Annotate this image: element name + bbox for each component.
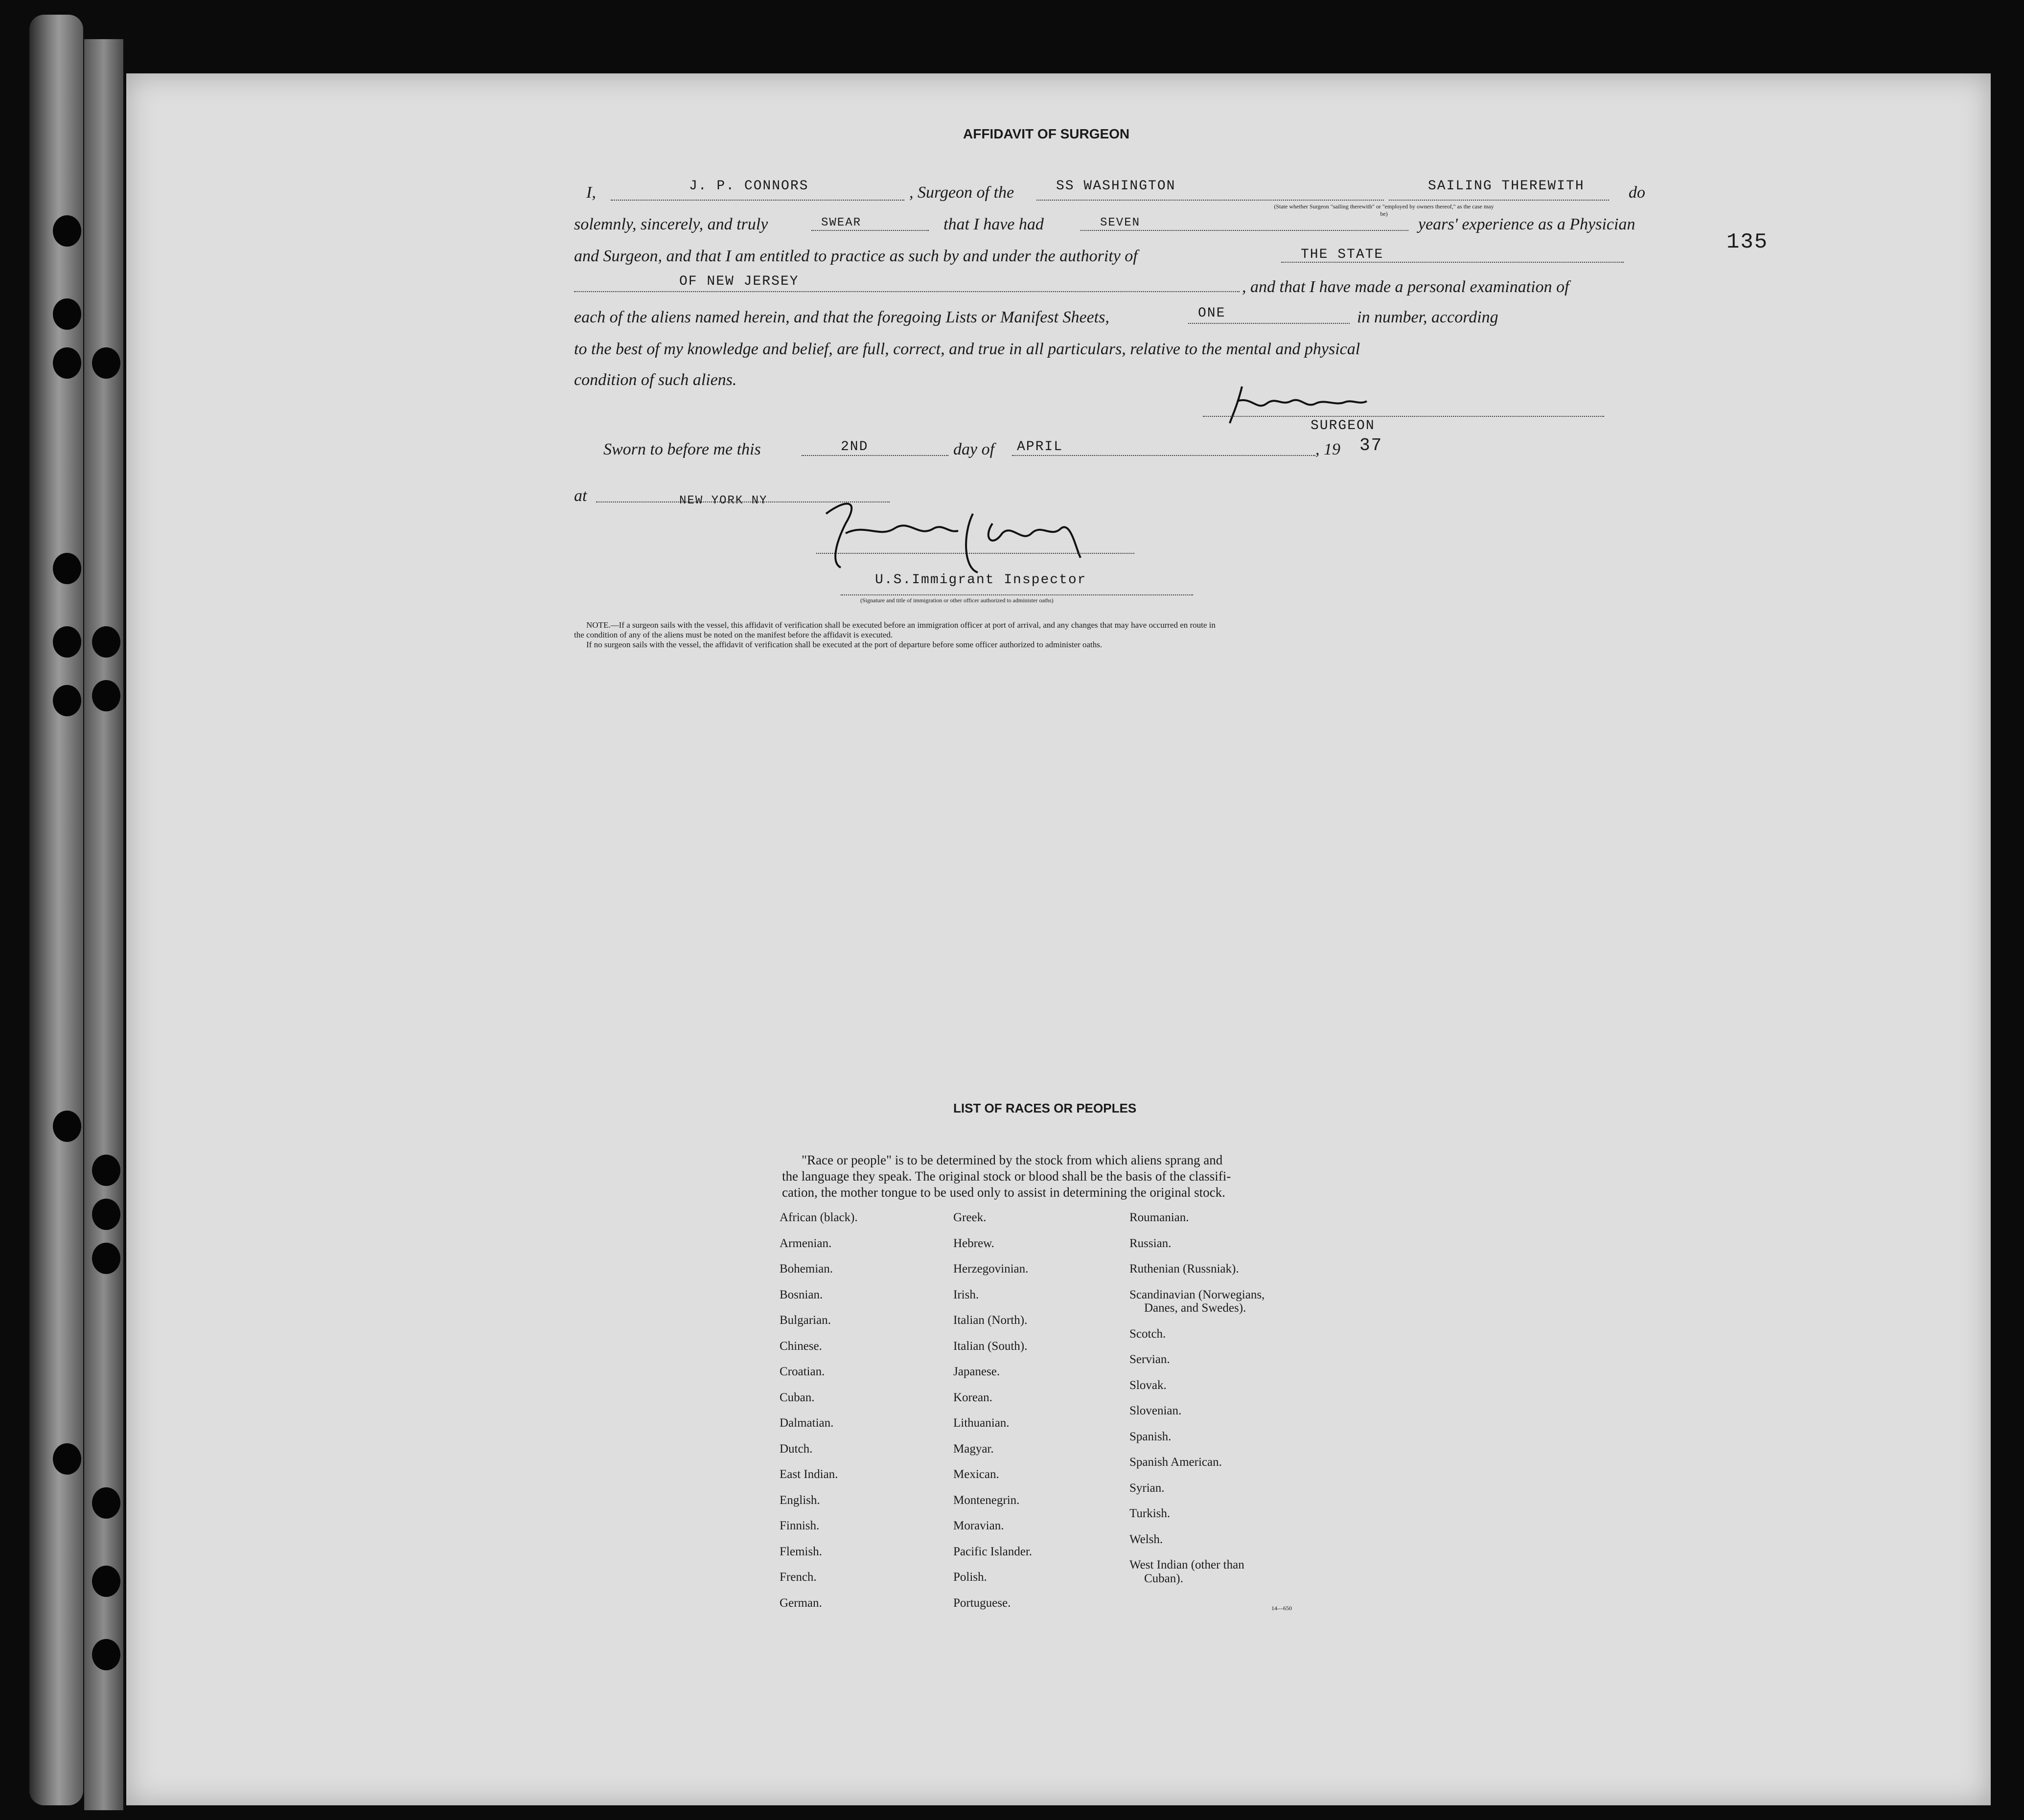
race-item: Danes, and Swedes). [1144,1301,1246,1315]
punch-hole [92,1243,120,1274]
punch-hole [92,1639,120,1670]
affidavit-line3: and Surgeon, and that I am entitled to practice as such by and under the authority of [574,247,1138,265]
note-line-3: If no surgeon sails with the vessel, the affidavit of verification shall be executed at the port of departure before some officer authorized to administer oaths. [586,640,1103,649]
page-number: 135 [1726,230,1769,254]
affidavit-line5b: in number, according [1357,308,1498,326]
race-item: Montenegrin. [953,1493,1020,1507]
race-item: Lithuanian. [953,1416,1010,1430]
race-item: Finnish. [780,1519,820,1532]
punch-hole [92,1566,120,1597]
place: NEW YORK NY [679,494,768,507]
race-item: English. [780,1493,820,1507]
race-item: Syrian. [1129,1481,1165,1495]
oath-word: SWEAR [821,216,862,229]
race-item: Croatian. [780,1365,825,1378]
sheets-count: ONE [1198,306,1226,321]
punch-hole [92,347,120,379]
affidavit-title: AFFIDAVIT OF SURGEON [963,126,1130,141]
punch-hole [53,298,81,330]
race-item: Bosnian. [780,1288,823,1301]
affidavit-line7: condition of such aliens. [574,371,737,389]
races-intro-2: the language they speak. The original stock or blood shall be the basis of the classifi- [782,1169,1231,1183]
race-item: Bulgarian. [780,1314,831,1327]
race-item: Polish. [953,1570,987,1584]
note-line-1: NOTE.—If a surgeon sails with the vessel, this affidavit of verification shall be executed before an immigration officer at port of arrival, and any changes that may have occurred en route in [586,620,1216,630]
race-item: French. [780,1570,817,1584]
affidavit-line5a: each of the aliens named herein, and that the foregoing Lists or Manifest Sheets, [574,308,1109,326]
field-line [1188,323,1350,324]
race-item: Scandinavian (Norwegians, [1129,1288,1265,1301]
race-item: Bohemian. [780,1262,833,1275]
affidavit-do: do [1629,183,1645,202]
affidavit-had: that I have had [943,215,1044,233]
affidavit-i: I, [586,183,596,202]
sailing-status: SAILING THEREWITH [1428,179,1585,194]
race-item: East Indian. [780,1468,838,1481]
punch-hole [92,626,120,658]
affidavit-line4: , and that I have made a personal examination of [1242,278,1569,296]
at-label: at [574,487,587,505]
sworn-year: 37 [1359,435,1383,455]
race-item: Moravian. [953,1519,1004,1532]
punch-hole [92,1487,120,1519]
field-line [841,594,1193,595]
years-experience: SEVEN [1100,216,1141,229]
inspector-signature [816,494,1090,577]
field-line [802,455,948,456]
race-item: Herzegovinian. [953,1262,1029,1275]
races-intro-3: cation, the mother tongue to be used only to assist in determining the original stock. [782,1185,1225,1200]
authority-1: THE STATE [1301,247,1384,262]
race-item: Servian. [1129,1353,1170,1366]
ship-name: SS WASHINGTON [1056,179,1176,194]
race-item: Mexican. [953,1468,999,1481]
race-item: Japanese. [953,1365,1000,1378]
field-line [1036,200,1384,201]
sworn-month: APRIL [1017,439,1063,455]
field-line [811,230,929,231]
field-line [574,291,1240,292]
punch-hole [92,1155,120,1186]
authority-2: OF NEW JERSEY [679,274,799,289]
race-item: Greek. [953,1211,987,1224]
punch-hole [53,347,81,379]
races-title: LIST OF RACES OR PEOPLES [953,1101,1137,1115]
punch-hole [92,1199,120,1230]
race-item: Italian (South). [953,1339,1028,1353]
race-item: Magyar. [953,1442,994,1456]
race-item: Korean. [953,1390,992,1404]
punch-hole [53,626,81,658]
race-item: Spanish American. [1129,1456,1222,1469]
field-line [1081,230,1408,231]
affidavit-line6: to the best of my knowledge and belief, are full, correct, and true in all particulars, relative to the mental and physical [574,340,1360,358]
punch-hole [53,1443,81,1475]
race-item: Armenian. [780,1236,832,1250]
race-item: Portuguese. [953,1596,1011,1610]
punch-hole [92,680,120,711]
field-line [816,553,1134,554]
race-item: Irish. [953,1288,979,1301]
field-line [1203,416,1604,417]
affidavit-solemnly: solemnly, sincerely, and truly [574,215,768,233]
race-item: Flemish. [780,1545,822,1558]
inspector-caption: (Signature and title of immigration or other officer authorized to administer oaths) [860,597,1054,604]
punch-hole [53,553,81,584]
sworn-text: Sworn to before me this [603,440,761,458]
race-item: Slovenian. [1129,1404,1182,1417]
race-item: Spanish. [1129,1430,1172,1443]
inspector-title: U.S.Immigrant Inspector [875,572,1087,588]
note-line-2: the condition of any of the aliens must be noted on the manifest before the affidavit is executed. [574,630,893,639]
affidavit-surgeon-of: , Surgeon of the [909,183,1014,202]
document-page [126,73,1991,1805]
field-line [1012,455,1315,456]
races-intro-1: "Race or people" is to be determined by the stock from which aliens sprang and [802,1153,1223,1167]
binder-edge [84,39,123,1810]
form-number: 14—650 [1271,1605,1292,1612]
field-line [1389,200,1609,201]
race-item: Russian. [1129,1236,1172,1250]
punch-hole [53,685,81,716]
race-item: Turkish. [1129,1507,1171,1520]
race-item: Scotch. [1129,1327,1166,1341]
race-item: West Indian (other than [1129,1558,1244,1571]
field-line [611,200,904,201]
race-item: Chinese. [780,1339,822,1353]
sailing-note: (State whether Surgeon "sailing therewith" or "employed by owners thereof," as the case may be) [1274,203,1494,217]
surgeon-label: SURGEON [1311,418,1375,433]
punch-hole [53,215,81,247]
binder-spine [29,15,83,1805]
race-item: Welsh. [1129,1532,1163,1546]
race-item: Pacific Islander. [953,1545,1033,1558]
race-item: Ruthenian (Russniak). [1129,1262,1239,1275]
race-item: African (black). [780,1211,858,1224]
race-item: Slovak. [1129,1378,1167,1392]
race-item: Dalmatian. [780,1416,834,1430]
race-item: German. [780,1596,822,1610]
race-item: Hebrew. [953,1236,994,1250]
race-item: Roumanian. [1129,1211,1189,1224]
sworn-nineteen: , 19 [1315,440,1340,458]
affidavit-years: years' experience as a Physician [1418,215,1635,233]
surgeon-name: J. P. CONNORS [689,179,809,194]
race-item: Cuban. [780,1390,815,1404]
race-item: Cuban). [1144,1571,1183,1585]
race-item: Dutch. [780,1442,813,1456]
punch-hole [53,1111,81,1142]
sworn-day: 2ND [841,439,869,455]
race-item: Italian (North). [953,1314,1028,1327]
sworn-day-of: day of [953,440,995,458]
